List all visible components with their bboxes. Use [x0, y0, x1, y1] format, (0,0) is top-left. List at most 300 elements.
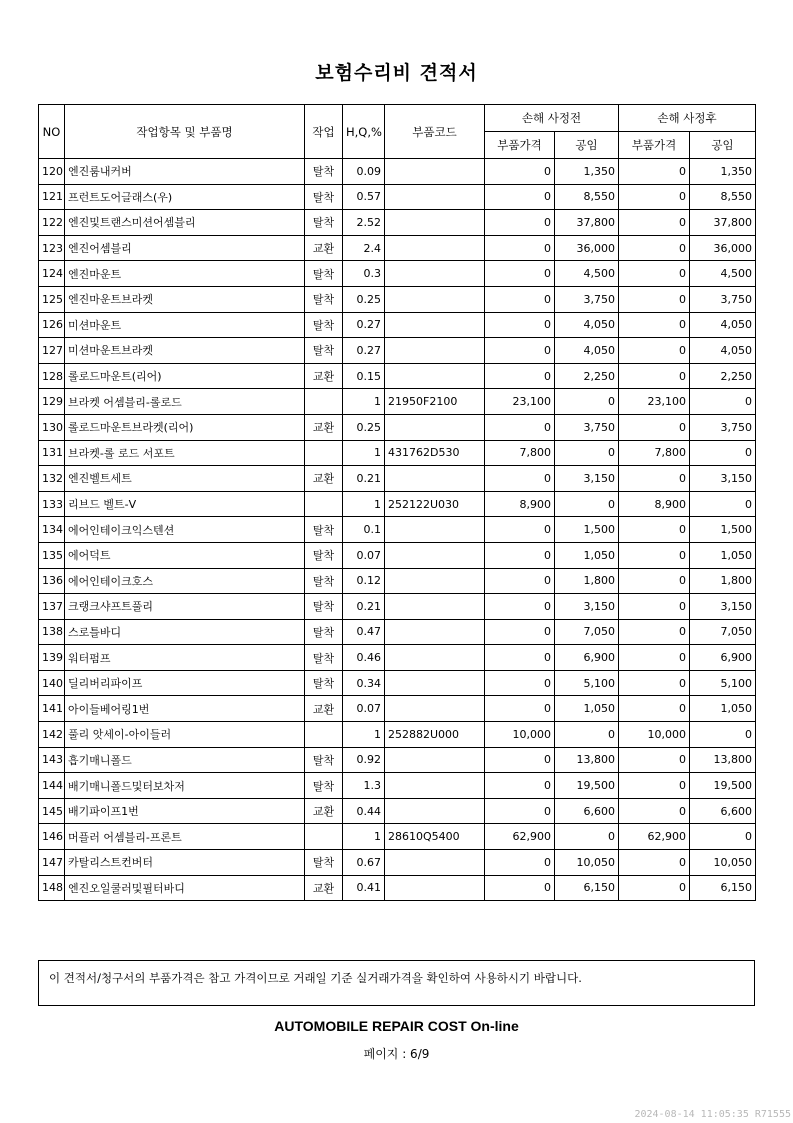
cell-no: 147 — [39, 850, 65, 876]
table-row — [39, 261, 756, 287]
cell-hq: 1 — [343, 722, 385, 748]
cell-no: 138 — [39, 619, 65, 645]
cell-after-labor: 36,000 — [690, 235, 756, 261]
cell-part-code — [385, 850, 485, 876]
cell-hq: 0.46 — [343, 645, 385, 671]
table-row — [39, 747, 756, 773]
cell-item-name: 엔진벨트세트 — [65, 466, 305, 492]
cell-part-code — [385, 414, 485, 440]
cell-before-part-price: 62,900 — [485, 824, 555, 850]
cell-before-labor: 3,150 — [555, 466, 619, 492]
cell-work — [305, 440, 343, 466]
cell-work: 교환 — [305, 696, 343, 722]
cell-work — [305, 722, 343, 748]
cell-before-labor: 1,050 — [555, 542, 619, 568]
cell-after-labor: 0 — [690, 440, 756, 466]
header-before-labor: 공임 — [555, 132, 619, 159]
cell-item-name: 딜리버리파이프 — [65, 670, 305, 696]
cell-no: 123 — [39, 235, 65, 261]
table-row — [39, 670, 756, 696]
cell-before-part-price: 0 — [485, 747, 555, 773]
cell-work: 탈착 — [305, 670, 343, 696]
cell-before-labor: 7,050 — [555, 619, 619, 645]
cell-before-part-price: 0 — [485, 312, 555, 338]
table-row — [39, 517, 756, 543]
cell-after-part-price: 0 — [619, 466, 690, 492]
cell-before-part-price: 0 — [485, 696, 555, 722]
cell-item-name: 배기파이프1번 — [65, 798, 305, 824]
cell-part-code: 431762D530 — [385, 440, 485, 466]
cell-item-name: 엔진오일쿨러및필터바디 — [65, 875, 305, 901]
cell-item-name: 에어인테이크호스 — [65, 568, 305, 594]
table-row — [39, 363, 756, 389]
cell-no: 143 — [39, 747, 65, 773]
cell-part-code — [385, 363, 485, 389]
cell-part-code — [385, 619, 485, 645]
cell-no: 124 — [39, 261, 65, 287]
cell-after-labor: 13,800 — [690, 747, 756, 773]
header-item: 작업항목 및 부품명 — [65, 105, 305, 159]
cell-no: 127 — [39, 338, 65, 364]
cell-no: 141 — [39, 696, 65, 722]
cell-part-code — [385, 696, 485, 722]
cell-before-part-price: 8,900 — [485, 491, 555, 517]
cell-after-part-price: 0 — [619, 312, 690, 338]
cell-before-part-price: 0 — [485, 670, 555, 696]
table-row — [39, 824, 756, 850]
cell-hq: 0.25 — [343, 286, 385, 312]
cell-before-part-price: 0 — [485, 875, 555, 901]
table-row — [39, 286, 756, 312]
table-row — [39, 159, 756, 185]
cell-item-name: 미션마운트브라켓 — [65, 338, 305, 364]
cell-hq: 0.44 — [343, 798, 385, 824]
cell-part-code: 252122U030 — [385, 491, 485, 517]
cell-item-name: 크랭크샤프트풀리 — [65, 594, 305, 620]
cell-after-part-price: 0 — [619, 696, 690, 722]
cell-no: 140 — [39, 670, 65, 696]
cell-before-part-price: 0 — [485, 594, 555, 620]
cell-before-part-price: 0 — [485, 286, 555, 312]
cell-item-name: 브라켓 어셈블리-롤로드 — [65, 389, 305, 415]
table-row — [39, 338, 756, 364]
cell-after-part-price: 0 — [619, 338, 690, 364]
cell-after-part-price: 0 — [619, 414, 690, 440]
cell-part-code: 28610Q5400 — [385, 824, 485, 850]
cell-after-labor: 0 — [690, 824, 756, 850]
cell-after-part-price: 7,800 — [619, 440, 690, 466]
cell-item-name: 롤로드마운트(리어) — [65, 363, 305, 389]
cell-no: 126 — [39, 312, 65, 338]
cell-after-part-price: 0 — [619, 363, 690, 389]
cell-hq: 0.1 — [343, 517, 385, 543]
cell-hq: 1.3 — [343, 773, 385, 799]
cell-after-part-price: 0 — [619, 850, 690, 876]
cell-no: 137 — [39, 594, 65, 620]
cell-before-labor: 0 — [555, 722, 619, 748]
cell-after-part-price: 0 — [619, 159, 690, 185]
cell-item-name: 프런트도어글래스(우) — [65, 184, 305, 210]
cell-no: 130 — [39, 414, 65, 440]
table-body — [39, 159, 756, 901]
cell-after-part-price: 10,000 — [619, 722, 690, 748]
table-row — [39, 696, 756, 722]
cell-after-labor: 6,150 — [690, 875, 756, 901]
cell-work — [305, 824, 343, 850]
cell-work: 탈착 — [305, 286, 343, 312]
cell-work: 탈착 — [305, 312, 343, 338]
cell-before-part-price: 0 — [485, 645, 555, 671]
cell-before-labor: 8,550 — [555, 184, 619, 210]
table-row — [39, 440, 756, 466]
cell-after-labor: 1,350 — [690, 159, 756, 185]
cell-after-part-price: 0 — [619, 542, 690, 568]
cell-after-part-price: 0 — [619, 261, 690, 287]
cell-work: 교환 — [305, 466, 343, 492]
cell-no: 131 — [39, 440, 65, 466]
table-row — [39, 184, 756, 210]
table-row — [39, 875, 756, 901]
cell-after-part-price: 0 — [619, 286, 690, 312]
cell-after-part-price: 0 — [619, 517, 690, 543]
cell-work — [305, 491, 343, 517]
cell-after-part-price: 0 — [619, 184, 690, 210]
cell-after-labor: 3,150 — [690, 466, 756, 492]
cell-hq: 0.67 — [343, 850, 385, 876]
cell-no: 136 — [39, 568, 65, 594]
cell-hq: 1 — [343, 440, 385, 466]
cell-after-labor: 6,900 — [690, 645, 756, 671]
price-notice: 이 견적서/청구서의 부품가격은 참고 가격이므로 거래일 기준 실거래가격을 확인하여 사용하시기 바랍니다. — [38, 960, 755, 1006]
cell-work: 탈착 — [305, 645, 343, 671]
cell-before-part-price: 0 — [485, 363, 555, 389]
cell-before-labor: 10,050 — [555, 850, 619, 876]
cell-after-labor: 37,800 — [690, 210, 756, 236]
cell-before-labor: 0 — [555, 824, 619, 850]
cell-before-part-price: 0 — [485, 517, 555, 543]
cell-no: 148 — [39, 875, 65, 901]
cell-work — [305, 389, 343, 415]
cell-before-part-price: 0 — [485, 850, 555, 876]
cell-before-part-price: 0 — [485, 159, 555, 185]
cell-after-labor: 1,800 — [690, 568, 756, 594]
cell-no: 132 — [39, 466, 65, 492]
cell-part-code — [385, 517, 485, 543]
cell-item-name: 풀리 앗세이-아이들러 — [65, 722, 305, 748]
cell-hq: 0.07 — [343, 696, 385, 722]
cell-after-labor: 0 — [690, 722, 756, 748]
cell-before-part-price: 10,000 — [485, 722, 555, 748]
cell-after-part-price: 0 — [619, 645, 690, 671]
table-row — [39, 389, 756, 415]
cell-after-part-price: 0 — [619, 210, 690, 236]
cell-no: 128 — [39, 363, 65, 389]
cell-hq: 0.57 — [343, 184, 385, 210]
cell-after-labor: 4,050 — [690, 338, 756, 364]
cell-part-code — [385, 210, 485, 236]
cell-before-part-price: 0 — [485, 235, 555, 261]
cell-item-name: 롤로드마운트브라켓(리어) — [65, 414, 305, 440]
cell-hq: 0.12 — [343, 568, 385, 594]
cell-after-part-price: 8,900 — [619, 491, 690, 517]
cell-item-name: 에어인테이크익스텐션 — [65, 517, 305, 543]
cell-no: 139 — [39, 645, 65, 671]
cell-no: 133 — [39, 491, 65, 517]
cell-after-part-price: 0 — [619, 773, 690, 799]
table-row — [39, 312, 756, 338]
cell-work: 탈착 — [305, 210, 343, 236]
cell-before-part-price: 7,800 — [485, 440, 555, 466]
header-before: 손해 사정전 — [485, 105, 619, 132]
cell-work: 교환 — [305, 414, 343, 440]
cell-after-part-price: 62,900 — [619, 824, 690, 850]
cell-after-labor: 7,050 — [690, 619, 756, 645]
cell-before-labor: 36,000 — [555, 235, 619, 261]
cell-no: 134 — [39, 517, 65, 543]
cell-part-code — [385, 286, 485, 312]
cell-part-code — [385, 568, 485, 594]
cell-after-part-price: 0 — [619, 594, 690, 620]
cell-hq: 0.21 — [343, 594, 385, 620]
cell-no: 144 — [39, 773, 65, 799]
cell-after-labor: 19,500 — [690, 773, 756, 799]
cell-work: 탈착 — [305, 517, 343, 543]
cell-item-name: 리브드 벨트-V — [65, 491, 305, 517]
cell-item-name: 스로틀바디 — [65, 619, 305, 645]
cell-before-labor: 5,100 — [555, 670, 619, 696]
cell-before-part-price: 0 — [485, 338, 555, 364]
cell-before-part-price: 0 — [485, 414, 555, 440]
cell-hq: 0.25 — [343, 414, 385, 440]
cell-item-name: 엔진마운트 — [65, 261, 305, 287]
cell-work: 탈착 — [305, 850, 343, 876]
cell-part-code: 21950F2100 — [385, 389, 485, 415]
cell-after-part-price: 23,100 — [619, 389, 690, 415]
cell-hq: 1 — [343, 491, 385, 517]
table-row — [39, 645, 756, 671]
cell-after-labor: 3,750 — [690, 286, 756, 312]
header-after-part-price: 부품가격 — [619, 132, 690, 159]
header-work: 작업 — [305, 105, 343, 159]
cell-before-labor: 4,500 — [555, 261, 619, 287]
cell-item-name: 흡기매니폴드 — [65, 747, 305, 773]
cell-before-labor: 3,750 — [555, 286, 619, 312]
cell-part-code — [385, 875, 485, 901]
cell-before-part-price: 0 — [485, 184, 555, 210]
table-row — [39, 798, 756, 824]
cell-hq: 1 — [343, 389, 385, 415]
table-row — [39, 568, 756, 594]
cell-no: 121 — [39, 184, 65, 210]
cell-item-name: 미션마운트 — [65, 312, 305, 338]
cell-work: 탈착 — [305, 594, 343, 620]
cell-before-part-price: 0 — [485, 619, 555, 645]
table-row — [39, 210, 756, 236]
cell-before-part-price: 0 — [485, 210, 555, 236]
cell-after-labor: 2,250 — [690, 363, 756, 389]
cell-item-name: 엔진룸내커버 — [65, 159, 305, 185]
cell-hq: 0.27 — [343, 338, 385, 364]
cell-part-code — [385, 312, 485, 338]
header-after: 손해 사정후 — [619, 105, 756, 132]
cell-before-labor: 1,800 — [555, 568, 619, 594]
cell-before-labor: 4,050 — [555, 338, 619, 364]
cell-work: 탈착 — [305, 747, 343, 773]
cell-before-labor: 0 — [555, 440, 619, 466]
cell-after-part-price: 0 — [619, 235, 690, 261]
cell-after-labor: 8,550 — [690, 184, 756, 210]
cell-no: 120 — [39, 159, 65, 185]
cell-before-labor: 0 — [555, 491, 619, 517]
cell-no: 135 — [39, 542, 65, 568]
cell-hq: 0.41 — [343, 875, 385, 901]
cell-hq: 2.52 — [343, 210, 385, 236]
cell-hq: 0.09 — [343, 159, 385, 185]
cell-before-labor: 6,600 — [555, 798, 619, 824]
cell-before-part-price: 0 — [485, 568, 555, 594]
cell-before-part-price: 23,100 — [485, 389, 555, 415]
cell-no: 122 — [39, 210, 65, 236]
cell-hq: 0.47 — [343, 619, 385, 645]
cell-work: 교환 — [305, 875, 343, 901]
cell-before-labor: 13,800 — [555, 747, 619, 773]
cell-item-name: 워터펌프 — [65, 645, 305, 671]
brand-footer: AUTOMOBILE REPAIR COST On-line — [274, 1018, 519, 1034]
estimate-table — [38, 104, 756, 901]
table-row — [39, 491, 756, 517]
cell-work: 탈착 — [305, 568, 343, 594]
cell-work: 탈착 — [305, 542, 343, 568]
cell-part-code — [385, 466, 485, 492]
header-before-part-price: 부품가격 — [485, 132, 555, 159]
cell-part-code — [385, 159, 485, 185]
cell-part-code — [385, 235, 485, 261]
header-code: 부품코드 — [385, 105, 485, 159]
cell-no: 145 — [39, 798, 65, 824]
table-row — [39, 773, 756, 799]
cell-before-labor: 3,750 — [555, 414, 619, 440]
cell-work: 탈착 — [305, 619, 343, 645]
cell-work: 탈착 — [305, 184, 343, 210]
table-row — [39, 619, 756, 645]
cell-hq: 2.4 — [343, 235, 385, 261]
cell-after-part-price: 0 — [619, 568, 690, 594]
cell-hq: 0.3 — [343, 261, 385, 287]
cell-before-part-price: 0 — [485, 261, 555, 287]
table-row — [39, 594, 756, 620]
cell-work: 탈착 — [305, 159, 343, 185]
cell-before-labor: 4,050 — [555, 312, 619, 338]
cell-item-name: 배기매니폴드및터보차저 — [65, 773, 305, 799]
cell-part-code — [385, 184, 485, 210]
table-row — [39, 850, 756, 876]
cell-before-labor: 3,150 — [555, 594, 619, 620]
cell-no: 125 — [39, 286, 65, 312]
cell-after-part-price: 0 — [619, 670, 690, 696]
cell-after-labor: 5,100 — [690, 670, 756, 696]
cell-part-code — [385, 645, 485, 671]
cell-no: 146 — [39, 824, 65, 850]
cell-work: 탈착 — [305, 773, 343, 799]
cell-part-code — [385, 542, 485, 568]
cell-hq: 0.34 — [343, 670, 385, 696]
cell-before-labor: 2,250 — [555, 363, 619, 389]
cell-part-code — [385, 747, 485, 773]
cell-hq: 0.15 — [343, 363, 385, 389]
cell-item-name: 머플러 어셈블리-프론트 — [65, 824, 305, 850]
cell-item-name: 엔진및트랜스미션어셈블리 — [65, 210, 305, 236]
cell-after-labor: 1,050 — [690, 696, 756, 722]
cell-after-part-price: 0 — [619, 798, 690, 824]
cell-work: 교환 — [305, 363, 343, 389]
cell-hq: 1 — [343, 824, 385, 850]
cell-part-code — [385, 670, 485, 696]
cell-after-part-price: 0 — [619, 747, 690, 773]
cell-hq: 0.07 — [343, 542, 385, 568]
cell-hq: 0.27 — [343, 312, 385, 338]
cell-part-code — [385, 338, 485, 364]
cell-hq: 0.21 — [343, 466, 385, 492]
cell-before-labor: 1,050 — [555, 696, 619, 722]
cell-before-part-price: 0 — [485, 798, 555, 824]
cell-item-name: 엔진마운트브라켓 — [65, 286, 305, 312]
cell-work: 탈착 — [305, 261, 343, 287]
cell-part-code — [385, 798, 485, 824]
cell-after-labor: 10,050 — [690, 850, 756, 876]
cell-item-name: 브라켓-롤 로드 서포트 — [65, 440, 305, 466]
cell-before-labor: 6,900 — [555, 645, 619, 671]
cell-before-part-price: 0 — [485, 542, 555, 568]
document-title: 보험수리비 견적서 — [315, 62, 478, 84]
cell-before-labor: 0 — [555, 389, 619, 415]
cell-before-labor: 6,150 — [555, 875, 619, 901]
table-row — [39, 235, 756, 261]
cell-after-labor: 1,050 — [690, 542, 756, 568]
cell-before-part-price: 0 — [485, 466, 555, 492]
cell-after-labor: 6,600 — [690, 798, 756, 824]
cell-work: 교환 — [305, 798, 343, 824]
cell-before-part-price: 0 — [485, 773, 555, 799]
table-header — [39, 105, 756, 159]
cell-part-code: 252882U000 — [385, 722, 485, 748]
header-after-labor: 공임 — [690, 132, 756, 159]
cell-before-labor: 1,500 — [555, 517, 619, 543]
cell-item-name: 카탈리스트컨버터 — [65, 850, 305, 876]
cell-work: 교환 — [305, 235, 343, 261]
table-row — [39, 414, 756, 440]
header-hq: H,Q,% — [343, 105, 385, 159]
cell-after-labor: 4,500 — [690, 261, 756, 287]
cell-after-labor: 0 — [690, 491, 756, 517]
cell-after-part-price: 0 — [619, 875, 690, 901]
cell-part-code — [385, 261, 485, 287]
cell-no: 129 — [39, 389, 65, 415]
cell-after-labor: 1,500 — [690, 517, 756, 543]
table-row — [39, 466, 756, 492]
cell-part-code — [385, 594, 485, 620]
cell-after-part-price: 0 — [619, 619, 690, 645]
cell-after-labor: 0 — [690, 389, 756, 415]
cell-item-name: 엔진어셈블리 — [65, 235, 305, 261]
cell-after-labor: 3,150 — [690, 594, 756, 620]
cell-part-code — [385, 773, 485, 799]
cell-item-name: 에어덕트 — [65, 542, 305, 568]
cell-before-labor: 1,350 — [555, 159, 619, 185]
cell-hq: 0.92 — [343, 747, 385, 773]
table-row — [39, 722, 756, 748]
print-timestamp: 2024-08-14 11:05:35 R71555 — [634, 1109, 791, 1120]
table-row — [39, 542, 756, 568]
